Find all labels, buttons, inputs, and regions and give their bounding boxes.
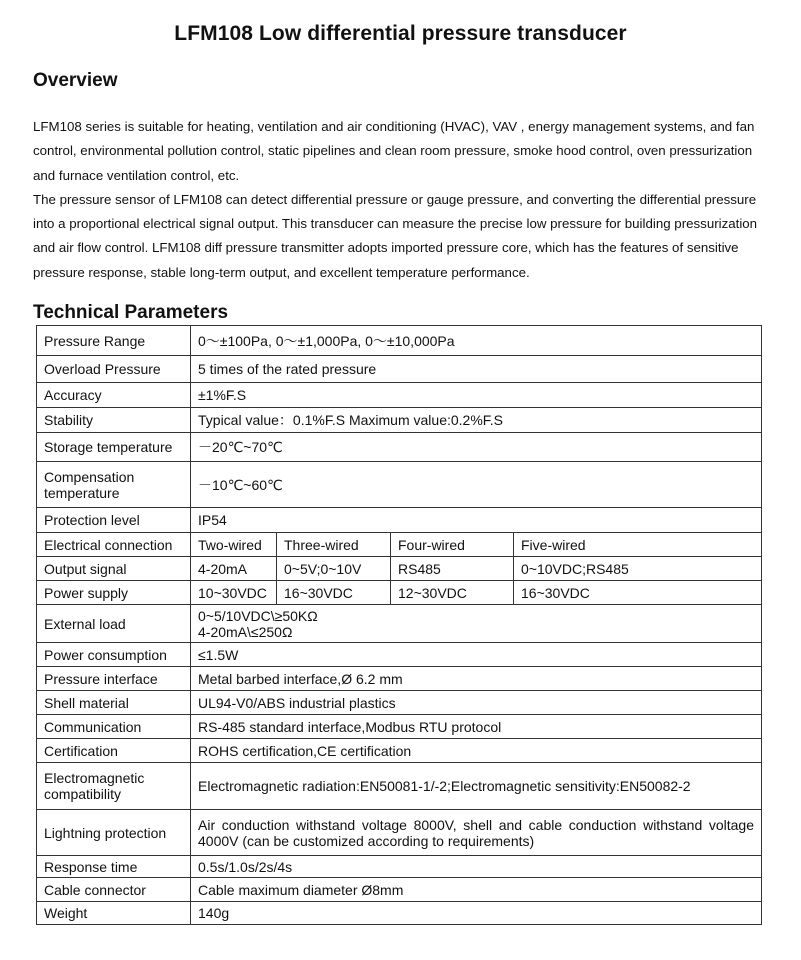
row-value: UL94-V0/ABS industrial plastics	[191, 691, 762, 715]
row-value: Four-wired	[391, 533, 514, 557]
overview-heading: Overview	[33, 70, 118, 91]
overview-paragraph: The pressure sensor of LFM108 can detect differential pressure or gauge pressure, and converting the differential pressure into a proportional electrical signal output. This transducer can measure the precise low pressure for building pressurization and air flow control. LFM108 diff pressure transmitter adopts imported pressure core, which has the features of sensitive pressure response, stable long-term output, and excellent temperature performance.	[33, 191, 758, 280]
row-value: Cable maximum diameter Ø8mm	[191, 878, 762, 902]
table-row	[37, 739, 762, 763]
table-row	[37, 383, 762, 408]
row-value: ±1%F.S	[191, 383, 762, 408]
row-value: Two-wired	[191, 533, 277, 557]
technical-parameters-heading: Technical Parameters	[33, 302, 229, 323]
row-value: 12~30VDC	[391, 581, 514, 605]
table-row	[37, 408, 762, 433]
row-value: RS-485 standard interface,Modbus RTU protocol	[191, 715, 762, 739]
table-row	[37, 557, 762, 581]
row-value: 16~30VDC	[277, 581, 391, 605]
row-label: Response time	[37, 856, 191, 878]
row-label: Power supply	[37, 581, 191, 605]
table-row	[37, 643, 762, 667]
row-label: Shell material	[37, 691, 191, 715]
row-label: Accuracy	[37, 383, 191, 408]
row-label: Lightning protection	[37, 810, 191, 856]
row-value: 0~5V;0~10V	[277, 557, 391, 581]
row-value: IP54	[191, 508, 762, 533]
row-label: Compensation temperature	[37, 462, 191, 508]
row-value: 0~10VDC;RS485	[514, 557, 762, 581]
table-row	[37, 326, 762, 356]
row-label: Power consumption	[37, 643, 191, 667]
row-value: Air conduction withstand voltage 8000V, shell and cable conduction withstand voltage 4000V (can be customized according to requirements)	[191, 810, 762, 856]
table-row	[37, 581, 762, 605]
row-value: 0～±100Pa, 0～±1,000Pa, 0～±10,000Pa	[191, 326, 762, 356]
table-row	[37, 356, 762, 383]
row-value: ROHS certification,CE certification	[191, 739, 762, 763]
table-row	[37, 715, 762, 739]
row-value: RS485	[391, 557, 514, 581]
row-value: Electromagnetic radiation:EN50081-1/-2;Electromagnetic sensitivity:EN50082-2	[191, 763, 762, 810]
row-label: Storage temperature	[37, 433, 191, 462]
row-value: 5 times of the rated pressure	[191, 356, 762, 383]
overview-body	[33, 115, 773, 285]
row-value: 0.5s/1.0s/2s/4s	[191, 856, 762, 878]
table-row	[37, 462, 762, 508]
row-value: Three-wired	[277, 533, 391, 557]
table-row	[37, 605, 762, 643]
row-value: 140g	[191, 902, 762, 925]
technical-parameters-table	[36, 325, 762, 925]
table-row	[37, 878, 762, 902]
row-label: Weight	[37, 902, 191, 925]
row-value: －10℃~60℃	[191, 462, 762, 508]
row-label: Output signal	[37, 557, 191, 581]
row-value: Five-wired	[514, 533, 762, 557]
row-label: Electrical connection	[37, 533, 191, 557]
external-load-line: 4-20mA\≤250Ω	[198, 623, 293, 640]
row-label: Protection level	[37, 508, 191, 533]
table-row	[37, 763, 762, 810]
row-label: Electromagnetic compatibility	[37, 763, 191, 810]
external-load-line: 0~5/10VDC\≥50KΩ	[198, 607, 318, 624]
table-row	[37, 691, 762, 715]
table-row	[37, 508, 762, 533]
row-value: 4-20mA	[191, 557, 277, 581]
page-title: LFM108 Low differential pressure transducer	[174, 22, 627, 45]
row-label: Stability	[37, 408, 191, 433]
row-value: 16~30VDC	[514, 581, 762, 605]
row-value: －20℃~70℃	[191, 433, 762, 462]
row-value: ≤1.5W	[191, 643, 762, 667]
table-row	[37, 856, 762, 878]
table-row	[37, 433, 762, 462]
row-label: Pressure interface	[37, 667, 191, 691]
row-value: Metal barbed interface,Ø 6.2 mm	[191, 667, 762, 691]
row-value	[191, 605, 762, 643]
row-value: Typical value：0.1%F.S Maximum value:0.2%F.S	[191, 408, 762, 433]
row-label: Overload Pressure	[37, 356, 191, 383]
row-value: 10~30VDC	[191, 581, 277, 605]
row-label: Pressure Range	[37, 326, 191, 356]
table-row	[37, 902, 762, 925]
table-row	[37, 667, 762, 691]
row-label: Communication	[37, 715, 191, 739]
row-label: Certification	[37, 739, 191, 763]
row-label: Cable connector	[37, 878, 191, 902]
table-row	[37, 533, 762, 557]
table-row	[37, 810, 762, 856]
row-label: External load	[37, 605, 191, 643]
overview-paragraph: LFM108 series is suitable for heating, ventilation and air conditioning (HVAC), VAV , energy management systems, and fan control, environmental pollution control, static pipelines and clean room pressure, smoke hood control, oven pressurization and furnace ventilation control, etc.	[33, 119, 755, 183]
